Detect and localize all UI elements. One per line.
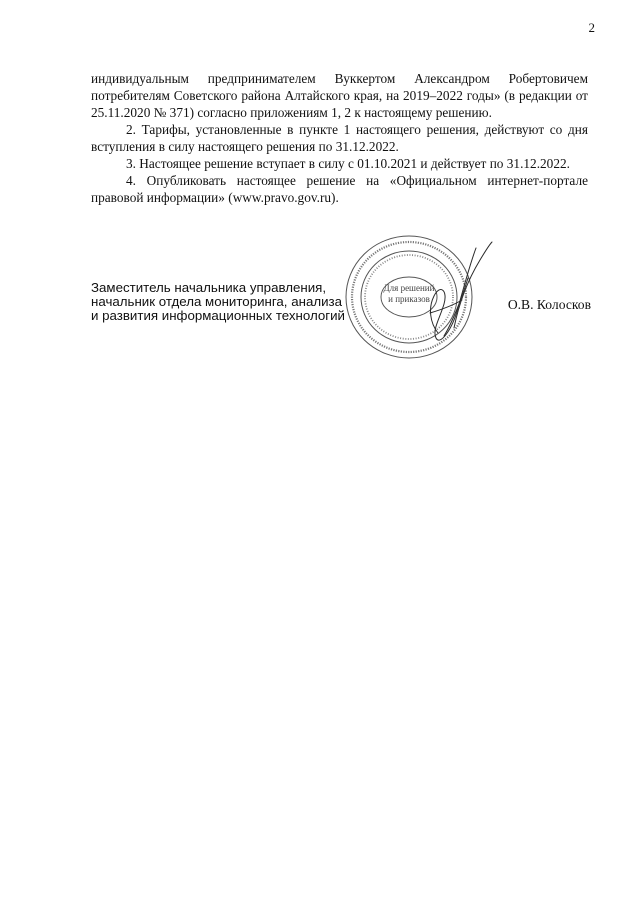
page-number: 2 xyxy=(588,20,595,35)
paragraph-continuation: индивидуальным предпринимателем Вуккертом Александром Робертовичем потребителям Советского района Алтайского края, на 2019–2022 годы» (в редакции от 25.11.2020 № 371) согласно приложениям 1, 2 к настоящему решению. xyxy=(91,71,588,120)
stamp-text-line: Для решений xyxy=(383,283,435,293)
document-body xyxy=(91,70,588,206)
paragraph-item-3: 3. Настоящее решение вступает в силу с 01.10.2021 и действует по 31.12.2022. xyxy=(126,156,570,171)
paragraph-item-2: 2. Тарифы, установленные в пункте 1 настоящего решения, действуют со дня вступления в силу настоящего решения по 31.12.2022. xyxy=(91,122,588,154)
position-line: Заместитель начальника управления, xyxy=(91,280,327,295)
signer-name: О.В. Колосков xyxy=(507,297,591,312)
stamp-text-line: и приказов xyxy=(388,294,430,304)
position-line: и развития информационных технологий xyxy=(91,308,345,323)
position-line: начальник отдела мониторинга, анализа xyxy=(91,294,343,309)
paragraph-item-4: 4. Опубликовать настоящее решение на «Официальном интернет-портале правовой информации» (www.pravo.gov.ru). xyxy=(91,173,588,205)
handwritten-signature xyxy=(400,238,500,348)
signatory-position xyxy=(91,281,345,323)
